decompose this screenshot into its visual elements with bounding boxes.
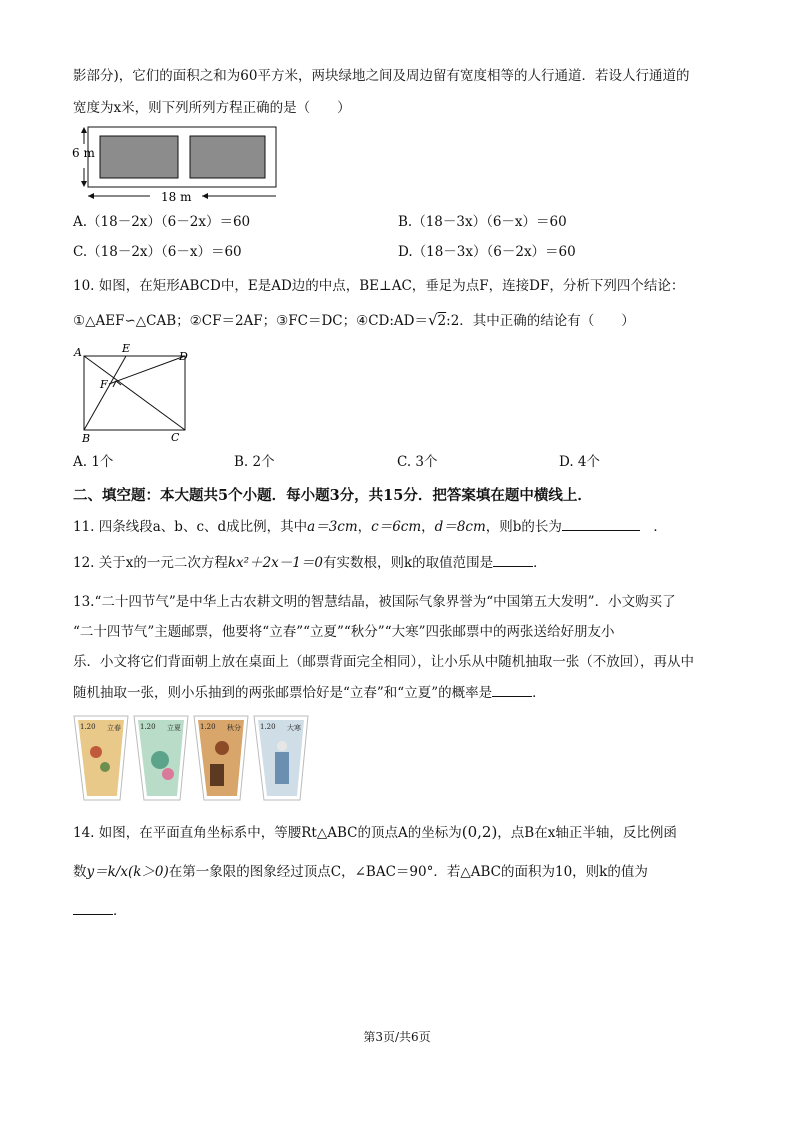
svg-text:1.20: 1.20 <box>80 723 96 731</box>
q10-segment-be <box>84 356 126 430</box>
q13-line4: 随机抽取一张，则小乐抽到的两张邮票恰好是“立春”和“立夏”的概率是 ． <box>73 682 546 703</box>
q13-line2: “二十四节气”主题邮票，他要将“立春”“立夏”“秋分”“大寒”四张邮票中的两张送给好朋友小 <box>73 624 615 640</box>
page-footer: 第3页/共6页 <box>363 1030 431 1044</box>
svg-text:1.20: 1.20 <box>200 723 216 731</box>
q9-line2: 宽度为x米，则下列所列方程正确的是（ ） <box>73 100 351 116</box>
q9-option-d: D.（18－3x）（6－2x）＝60 <box>398 244 576 260</box>
stamp-lichun <box>74 716 128 800</box>
q10-segment-df <box>109 356 185 384</box>
q11-a-expr: a＝3cm <box>307 519 358 535</box>
q9-option-b: B.（18－3x）（6－x）＝60 <box>398 214 567 230</box>
svg-text:大寒: 大寒 <box>287 724 301 732</box>
svg-text:1.20: 1.20 <box>140 723 156 731</box>
q10-label-b: B <box>82 432 91 445</box>
q14-point-a: (0,2) <box>461 823 498 841</box>
q10-diagonal-ac <box>84 356 185 430</box>
svg-text:立夏: 立夏 <box>167 724 181 732</box>
q10-option-a: A. 1个 <box>73 454 114 470</box>
q13-stamps-figure <box>72 712 312 804</box>
q12-equation: kx²＋2x－1＝0 <box>227 555 323 571</box>
q14-function: y＝k/x(k＞0) <box>86 864 169 880</box>
q9-option-a: A.（18－2x）（6－2x）＝60 <box>73 214 251 230</box>
q9-line1: 影部分)，它们的面积之和为60平方米，两块绿地之间及周边留有宽度相等的人行通道．若设人行通道的 <box>73 68 690 84</box>
stamp-lixia <box>134 716 188 800</box>
q14-line3: ． <box>73 900 127 921</box>
q11-line: 11. 四条线段a、b、c、d成比例，其中a＝3cm，c＝6cm，d＝8cm，则b的长为 ． <box>73 516 667 537</box>
q10-label-f: F <box>100 378 108 391</box>
q10-line2: ①△AEF∽△CAB；②CF＝2AF；③FC＝DC；④CD:AD＝√2:2．其中正确的结论有（ ） <box>73 311 635 329</box>
q10-option-d: D. 4个 <box>559 454 601 470</box>
q14-line1: 14. 如图，在平面直角坐标系中，等腰Rt△ABC的顶点A的坐标为(0,2)，点B在x轴正半轴，反比例函 <box>73 823 677 841</box>
q10-option-b: B. 2个 <box>234 454 275 470</box>
q10-option-c: C. 3个 <box>397 454 438 470</box>
q11-c-expr: c＝6cm <box>371 519 422 535</box>
q9-green-area-right <box>190 136 265 178</box>
q9-height-label: 6 m <box>72 146 95 160</box>
q13-line1: 13.“二十四节气”是中华上古农耕文明的智慧结晶，被国际气象界誉为“中国第五大发明”．小文购买了 <box>73 594 676 610</box>
q14-line2: 数y＝k/x(k＞0)在第一象限的图象经过顶点C，∠BAC＝90°．若△ABC的面积为10，则k的值为 <box>73 864 648 880</box>
q10-line1: 10. 如图，在矩形ABCD中，E是AD边的中点，BE⊥AC，垂足为点F，连接DF，分析下列四个结论： <box>73 278 685 294</box>
q10-label-d: D <box>179 350 188 363</box>
q9-width-label: 18 m <box>161 190 192 204</box>
q10-figure <box>68 340 198 446</box>
q13-answer-blank[interactable] <box>492 682 532 697</box>
q9-figure <box>68 118 280 206</box>
q12-line: 12. 关于x的一元二次方程kx²＋2x－1＝0有实数根，则k的取值范围是 ． <box>73 552 547 573</box>
svg-text:立春: 立春 <box>107 724 121 732</box>
q12-answer-blank[interactable] <box>493 552 533 567</box>
q11-d-expr: d＝8cm <box>434 519 486 535</box>
q14-answer-blank[interactable] <box>73 900 113 915</box>
stamp-qiufen <box>194 716 248 800</box>
q9-green-area-left <box>100 136 178 178</box>
q10-label-a: A <box>74 346 82 359</box>
svg-text:1.20: 1.20 <box>260 723 276 731</box>
section-heading-fill-in: 二、填空题：本大题共5个小题．每小题3分，共15分．把答案填在题中横线上． <box>73 487 592 504</box>
q10-label-c: C <box>171 431 180 444</box>
q10-line2-b: :2．其中正确的结论有（ ） <box>446 313 635 329</box>
q13-line3: 乐．小文将它们背面朝上放在桌面上（邮票背面完全相同），让小乐从中随机抽取一张（不放回），再从中 <box>73 654 694 670</box>
q10-line2-a: ①△AEF∽△CAB；②CF＝2AF；③FC＝DC；④CD:AD＝ <box>73 313 428 329</box>
q11-answer-blank[interactable] <box>562 516 640 531</box>
q9-option-c: C.（18－2x）（6－x）＝60 <box>73 244 242 260</box>
q10-label-e: E <box>122 342 131 355</box>
svg-text:秋分: 秋分 <box>227 724 241 732</box>
stamp-dahan <box>254 716 308 800</box>
q10-sqrt-value: 2 <box>437 313 447 329</box>
